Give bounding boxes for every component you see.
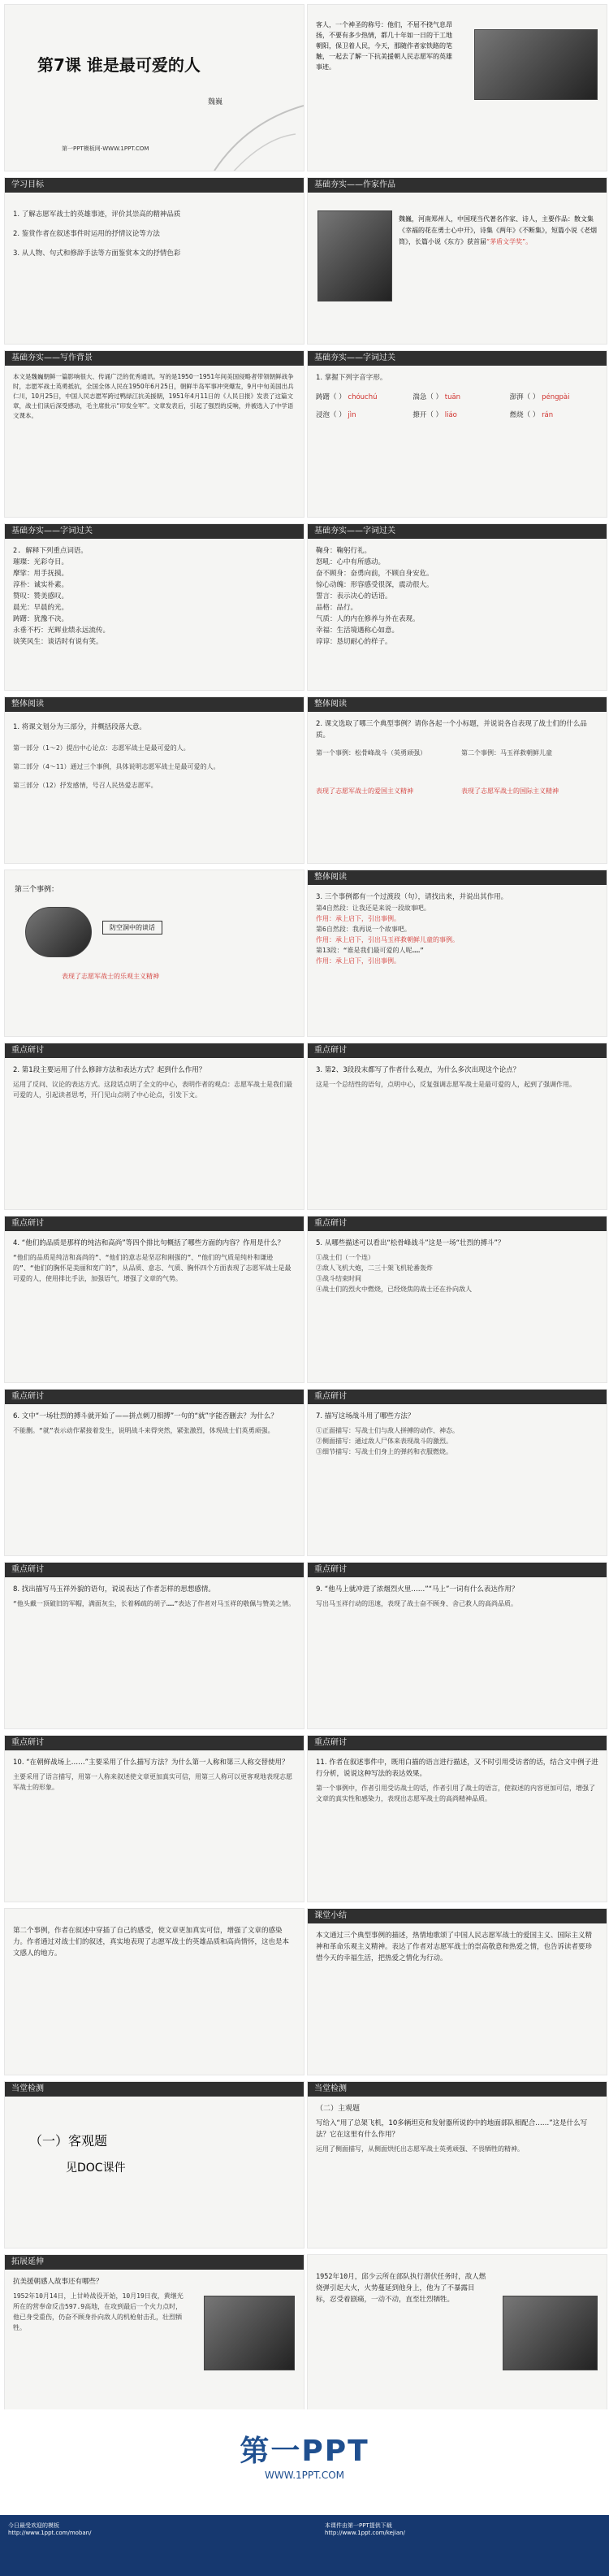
slide-header: 重点研讨 [5,1736,304,1750]
q11-body [316,1757,598,1895]
q7-body [316,1411,598,1549]
question: 8. 找出描写马玉祥外貌的语句，说说表达了作者怎样的思想感情。 [13,1585,215,1594]
slide-structure [4,696,304,864]
slide-q4 [4,1216,304,1383]
pinyin-cell: 浸泡（ ） jìn [316,411,356,419]
vocab-line: 奋不顾身：奋勇向前，不顾自身安危。 [316,570,434,578]
slide-examples [307,696,607,864]
slide-header: 重点研讨 [308,1216,607,1231]
goal-item: 2. 鉴赏作者在叙述事件时运用的抒情议论等方法 [13,230,160,238]
footer-bar [0,2515,609,2576]
q5-body [316,1238,598,1376]
answer: 运用了侧面描写，从侧面烘托出志愿军战士英勇顽强、不畏牺牲的精神。 [316,2145,524,2153]
q9-body [316,1584,598,1722]
slide-q10 [4,1735,304,1902]
footer-right-title: 本课件由第一PPT提供下载 [325,2522,392,2529]
example-3-label: 第三个事例： [15,886,59,894]
background-text: 本文是魏巍朝鲜一篇影响很大、传诵广泛的优秀通讯。写的是1950一1951年间美国侵略者带领朝鲜战争时，志愿军战士英勇抵抗，全国全体人民在1950年6月25日，朝鲜半岛军事冲突爆发，9月中旬美国出兵仁川，10月25日，中国人民志愿军跨过鸭绿江抗美援朝，1951年4月11日的《人民日报》发表了这篇文章，战士们读后深受感动，毛主席批示“印发全军”。文章发表后，引起了强烈的反响，并被选入了中学语文课本。 [13,373,294,419]
vocab-line: 赞叹：赞美感叹。 [13,592,69,601]
slide-q11-cont [4,1908,304,2075]
pinyin-body [316,372,598,510]
q6-body [13,1411,296,1549]
q10-body [13,1757,296,1895]
slide-q6 [4,1389,304,1556]
author-bio-text: 魏巍，河南郑州人，中国现当代著名作家、诗人，主要作品：散文集《幸福的花在勇士心中开》，诗集《两年》《不断集》，短篇小说《老烟筒》，长篇小说《东方》获首届 [399,215,597,245]
intro-text: 客人，一个神圣的称号：他们，不屈不挠气息昂扬，不要有多少热情，都几十年如一日的干工地朝阳，保卫着人民，今天，那随作者家铁路的笔触，一起去了解一下抗美援朝人民志愿军的英雄事迹。 [316,21,452,71]
answer: 主要采用了语言描写，用第一人称来叙述使文章更加真实可信，用第三人称可以更客观地表现志愿军战士的形象。 [13,1773,292,1791]
slide-header: 重点研讨 [5,1390,304,1404]
slide-header: 整体阅读 [308,870,607,885]
slide-q8 [4,1562,304,1729]
vocab-line: 踌躇：犹豫不决。 [13,615,69,623]
vocab-line: 气质：人的内在修养与外在表现。 [316,615,420,623]
slide-header: 基础夯实——作家作品 [308,178,607,193]
bridge-photo [474,29,598,100]
slide-header: 整体阅读 [5,697,304,712]
author-award: “茅盾文学奖”。 [486,238,533,245]
transition-line: 作用：承上启下，引出事例。 [316,915,400,922]
transition-line: 作用：承上启下，引出马玉祥救朝鲜儿童的事例。 [316,936,459,943]
question: 抗美援朝感人故事还有哪些？ [13,2278,103,2286]
objective-doc-link[interactable]: 见DOC课件 [66,2162,126,2175]
question: 3. 第2、3段段末都写了作者什么观点，为什么多次出现这个论点？ [316,1066,520,1074]
transition-line: 第13段：“谁是我们最可爱的人呢……” [316,947,424,954]
goals-list [13,199,296,337]
example-1-note: 表现了志愿军战士的爱国主义精神 [316,787,413,795]
vocab-line: 幸福：生活境遇称心如意。 [316,627,400,635]
answer: ①正面描写：写战士们与敌人拼搏的动作、神态。 ②侧面描写：通过敌人尸体来表现战斗的激烈。 ③细节描写：写战士们身上的弹药和衣服燃烧。 [316,1427,459,1455]
lesson-title: 第7课 谁是最可爱的人 [37,55,201,75]
question: 2. 第1段主要运用了什么修辞方法和表达方式？起到什么作用？ [13,1066,206,1074]
vocab-line: 惊心动魄：形容感受很深，震动很大。 [316,581,434,589]
example-2-title: 第二个事例：马玉祥救朝鲜儿童 [461,749,552,757]
slide-summary [307,1908,607,2075]
answer: 第一个事例中，作者引用受访战士的话，作者引用了战士的语言，使叙述的内容更加可信，增强了文章的真实性和感染力，表现出志愿军战士的高尚精神品质。 [316,1785,595,1802]
brand-logo [146,2426,463,2483]
vocab-line: 怒吼：心中有所感动。 [316,558,386,566]
slide-header: 基础夯实——写作背景 [5,351,304,366]
slide-extension-2 [307,2254,607,2422]
question: 11. 作者在叙述事件中，既用白描的语言进行描述，又不时引用受访者的话，结合文中例子进行分析，说说这种写法的表达效果。 [316,1759,598,1778]
slide-q5 [307,1216,607,1383]
question: 7. 描写这场战斗用了哪些方法？ [316,1412,415,1420]
slide-transitions [307,870,607,1037]
slide-goals [4,177,304,345]
brand-name: 第一PPT [240,2434,369,2468]
example-3-note: 表现了志愿军战士的乐观主义精神 [62,973,159,980]
answer: “他头戴一顶破旧的军帽，满面灰尘，长着稀疏的胡子……”表达了作者对马玉祥的敬佩与赞美之情。 [13,1600,296,1607]
pinyin-prompt: 1. 掌握下列字音字形。 [316,374,387,382]
answer: 不能删。“就”表示动作紧接着发生，说明战斗来得突然，紧张激烈，体现战士们英勇顽强。 [13,1427,274,1434]
pinyin-cell: 撩开（ ） liáo [412,411,457,419]
slide-author [307,177,607,345]
slide-q11 [307,1735,607,1902]
vocab-list [13,545,296,683]
vocab-prompt: 2. 解释下列重点词语。 [13,547,88,555]
q2-body [13,1065,296,1203]
question: 10. “在朝鲜战场上……”主要采用了什么描写方法？为什么第一人称和第三人称交替使用？ [13,1759,289,1767]
slide-header: 当堂检测 [5,2082,304,2097]
examples-row [316,748,598,796]
transitions-body [316,891,598,1030]
brand-url[interactable]: WWW.1PPT.COM [264,2469,345,2481]
vocab-list-2 [316,545,598,683]
example-2-note: 表现了志愿军战士的国际主义精神 [461,787,559,795]
slide-header: 基础夯实——字词过关 [308,524,607,539]
footer-left [8,2522,91,2536]
pinyin-cell: 踌躇（ ） chóuchú [316,393,378,401]
vocab-line: 璀璨：光彩夺目。 [13,558,69,566]
slide-header: 拓展延伸 [5,2255,304,2270]
slide-extension-1 [4,2254,304,2422]
slide-header: 重点研讨 [308,1043,607,1058]
slide-header: 重点研讨 [5,1563,304,1577]
transitions-prompt: 3. 三个事例都有一个过渡段（句），请找出来，并说出其作用。 [316,893,508,901]
q3-body [316,1065,598,1203]
footer-right-link[interactable]: http://www.1ppt.com/kejian/ [325,2530,405,2536]
author-bio [399,214,598,248]
q4-body [13,1238,296,1376]
answer: 这是一个总结性的语句，点明中心，反复强调志愿军战士是最可爱的人，起到了强调作用。 [316,1081,576,1088]
examples-prompt: 2. 课文选取了哪三个典型事例？请你各起一个小标题，并说说各自表现了战士们的什么品质。 [316,720,587,739]
slide-header: 当堂检测 [308,2082,607,2097]
footer-left-title: 今日最受欢迎的模板 [8,2522,59,2529]
ink-plant-decoration [198,89,304,171]
continued-answer: 第二个事例，作者在叙述中穿插了自己的感受，使文章更加真实可信，增强了文章的感染力。作者通过对战士们的叙述，真实地表现了志愿军战士的英雄品质和高尚情怀，这也是本文感人的地方。 [13,1927,290,1958]
goal-item: 1. 了解志愿军战士的英雄事迹，评价其崇高的精神品质 [13,210,181,219]
structure-prompt: 1. 将课文划分为三部分，并概括段落大意。 [13,723,146,731]
objective-heading: （一）客观题 [29,2133,108,2149]
answer: “他们的品质是纯洁和高尚的”、“他们的意志是坚忍和刚强的”、“他们的气质是纯朴和谦逊的”、“他们的胸怀是美丽和宽广的”，从品质、意志、气质、胸怀四个方面表现了志愿军战士是最可爱的人，使用排比手法，加强语气，增强了文章的气势。 [13,1254,292,1282]
slide-header: 学习目标 [5,178,304,193]
slide-q7 [307,1389,607,1556]
brand-url: 第一PPT模板网-WWW.1PPT.COM [62,145,149,152]
slide-q9 [307,1562,607,1729]
q8-body [13,1584,296,1722]
slide-q2 [4,1043,304,1210]
vocab-line: 品格：品行。 [316,604,358,612]
vocab-line: 誓言：表示决心的话语。 [316,592,392,601]
slide-test-subjective [307,2081,607,2249]
slide-pinyin [307,350,607,518]
pinyin-cell: 澎湃（ ） péngpài [509,393,570,401]
slide-header: 重点研讨 [308,1736,607,1750]
vocab-line: 永垂不朽：光辉业绩永远流传。 [13,627,110,635]
summary-text: 本文通过三个典型事例的描述，热情地歌颂了中国人民志愿军战士的爱国主义、国际主义精神和革命乐观主义精神。表达了作者对志愿军战士的崇高敬意和热爱之情，也告诉读者要珍惜今天的幸福生活，把热爱之情化为行动。 [316,1932,593,1962]
slide-header: 整体阅读 [308,697,607,712]
structure-part: 第一部分（1～2）提出中心论点：志愿军战士是最可爱的人。 [13,744,190,752]
example-3-photo [25,907,92,957]
goal-item: 3. 从人物、句式和修辞手法等方面鉴赏本文的抒情色彩 [13,249,181,258]
slide-title [4,4,304,171]
example-1-title: 第一个事例：松骨峰战斗（英勇顽强） [316,749,426,757]
hero-painting [204,2296,295,2370]
example-3-box: 防空洞中的谈话 [102,921,162,935]
structure-part: 第二部分（4～11）通过三个事例，具体说明志愿军战士是最可爱的人。 [13,763,220,770]
question: 6. 文中“一场壮烈的搏斗就开始了——拼点刺刀相搏”一句的“就”字能否删去？为什么？ [13,1412,278,1420]
slide-example-3 [4,870,304,1037]
examples-body [316,718,598,856]
question: 4. “他们的品质是那样的纯洁和高尚”等四个排比句概括了哪些方面的内容？作用是什么？ [13,1239,285,1247]
slide-test-objective [4,2081,304,2249]
slide-header: 基础夯实——字词过关 [5,524,304,539]
lesson-author: 魏巍 [208,98,223,106]
question: 写给入“用了总架飞机，10多辆坦克和发射器所说的中的地面部队相配合……”这是什么写法？它在这里有什么作用？ [316,2119,588,2139]
pinyin-cell: 湍急（ ） tuān [412,393,461,401]
answer: 1952年10月，邱少云所在部队执行潜伏任务时，敌人燃烧弹引起大火，火势蔓延到他身上，他为了不暴露目标，忍受着剧痛，一动不动，直至壮烈牺牲。 [316,2273,486,2304]
vocab-line: 鞠身：鞠躬行礼。 [316,547,372,555]
transition-line: 作用：承上启下，引出事例。 [316,957,400,965]
slide-q3 [307,1043,607,1210]
subjective-body [316,2103,598,2241]
pinyin-grid [316,392,598,421]
author-portrait [317,210,392,301]
footer-left-link[interactable]: http://www.1ppt.com/moban/ [8,2530,92,2536]
slide-header: 课堂小结 [308,1909,607,1923]
answer: 1952年10月14日，上甘岭战役开始，10月19日夜，黄继光所在的营奉命反击597.9高地，在攻到最后一个火力点时，他已身受重伤，仍奋不顾身扑向敌人的机枪射击孔，壮烈牺牲。 [13,2292,184,2331]
structure-body [13,718,296,856]
transition-line: 第6自然段：我再说一个故事吧。 [316,926,411,933]
slide-intro [307,4,607,171]
slide-header: 重点研讨 [5,1216,304,1231]
subjective-heading: （二）主观题 [316,2105,361,2113]
slide-header: 重点研讨 [308,1563,607,1577]
slide-header: 重点研讨 [308,1390,607,1404]
answer: ①战士们（一个连） ②敌人飞机大炮，二三十架飞机轮番轰炸 ③战斗结束时间 ④战士们的烈火中燃烧，已经烧焦的战士还在扑向敌人 [316,1254,472,1293]
answer: 运用了反问、议论的表达方式。这段话点明了全文的中心，表明作者的观点：志愿军战士是我们最可爱的人，引起读者思考，开门见山点明了中心论点，引发下文。 [13,1081,292,1099]
slide-vocab-2 [307,523,607,691]
transition-line: 第4自然段：让我还是来说一段故事吧。 [316,904,430,912]
slide-header: 重点研讨 [5,1043,304,1058]
slide-header: 基础夯实——字词过关 [308,351,607,366]
footer-right [325,2522,405,2536]
question: 9. “他马上就冲进了浓烟烈火里……”“马上”一词有什么表达作用？ [316,1585,519,1594]
vocab-line: 淳朴：诚实朴素。 [13,581,69,589]
structure-part: 第三部分（12）抒发感情，号召人民热爱志愿军。 [13,782,158,789]
vocab-line: 谆谆：恳切耐心的样子。 [316,638,392,646]
footer [0,2409,609,2576]
example-1 [316,748,453,796]
vocab-line: 谈笑风生：谈话时有说有笑。 [13,638,103,646]
slide-vocab-1 [4,523,304,691]
hero-painting [503,2296,598,2370]
vocab-line: 摩挲：用手抚摸。 [13,570,69,578]
vocab-line: 晨光：早晨的光。 [13,604,69,612]
slide-background [4,350,304,518]
question: 5. 从哪些描述可以看出“松骨峰战斗”这是一场“壮烈的搏斗”？ [316,1239,505,1247]
example-2 [461,748,598,796]
pinyin-cell: 燃烧（ ） rán [509,411,554,419]
answer: 写出马玉祥行动的迅速，表现了战士奋不顾身、舍己救人的高尚品质。 [316,1600,517,1607]
